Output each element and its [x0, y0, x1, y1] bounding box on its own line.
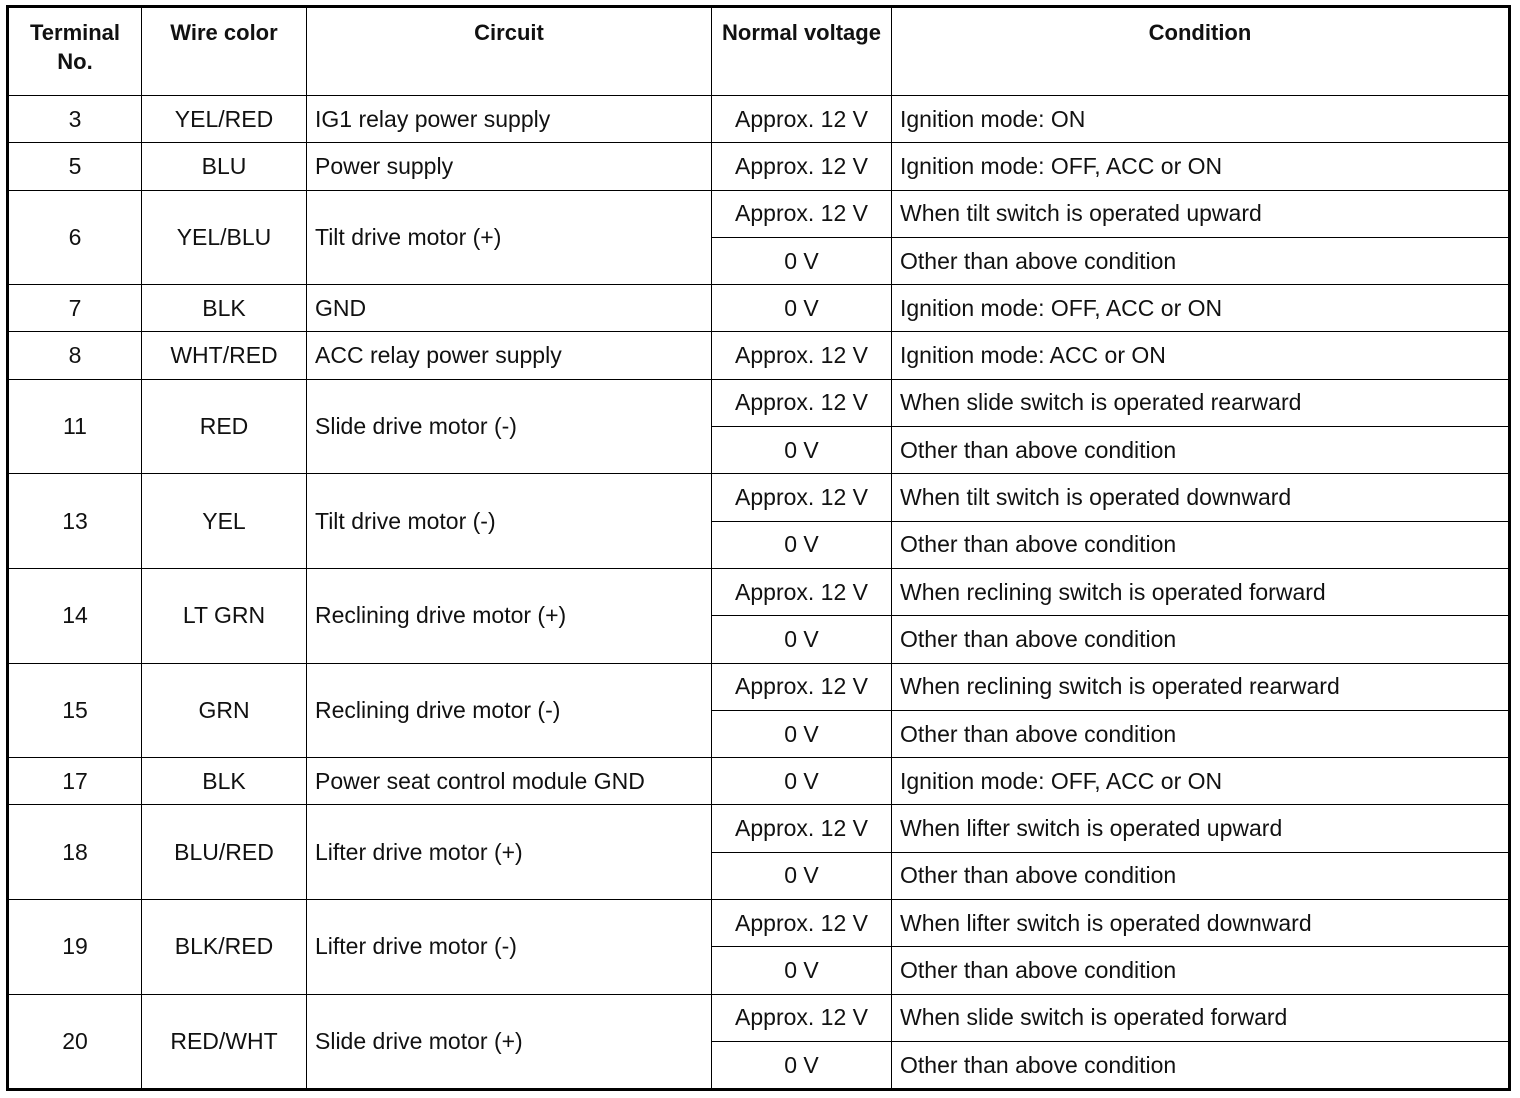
table-row — [8, 190, 1510, 237]
terminal-no-cell: 15 — [8, 663, 142, 758]
condition-cell: When slide switch is operated rearward — [892, 379, 1510, 426]
condition-cell: Other than above condition — [892, 521, 1510, 568]
wire-color-cell: RED/WHT — [142, 994, 307, 1090]
circuit-cell: Lifter drive motor (-) — [307, 900, 712, 995]
circuit-cell: Power seat control module GND — [307, 758, 712, 805]
normal-voltage-cell: 0 V — [712, 616, 892, 663]
condition-cell: When tilt switch is operated downward — [892, 474, 1510, 521]
circuit-cell: IG1 relay power supply — [307, 96, 712, 143]
circuit-cell: Lifter drive motor (+) — [307, 805, 712, 900]
wire-color-cell: BLU/RED — [142, 805, 307, 900]
normal-voltage-cell: 0 V — [712, 427, 892, 474]
condition-cell: Ignition mode: ON — [892, 96, 1510, 143]
header-circuit: Circuit — [307, 7, 712, 96]
normal-voltage-cell: 0 V — [712, 710, 892, 757]
normal-voltage-cell: Approx. 12 V — [712, 994, 892, 1041]
header-wire-color: Wire color — [142, 7, 307, 96]
condition-cell: When tilt switch is operated upward — [892, 190, 1510, 237]
table-row — [8, 758, 1510, 805]
normal-voltage-cell: Approx. 12 V — [712, 900, 892, 947]
condition-cell: When lifter switch is operated upward — [892, 805, 1510, 852]
condition-cell: Ignition mode: OFF, ACC or ON — [892, 143, 1510, 190]
condition-cell: Other than above condition — [892, 852, 1510, 899]
normal-voltage-cell: Approx. 12 V — [712, 379, 892, 426]
condition-cell: Other than above condition — [892, 427, 1510, 474]
terminal-no-cell: 11 — [8, 379, 142, 474]
wire-color-cell: BLK/RED — [142, 900, 307, 995]
header-normal-voltage: Normal voltage — [712, 7, 892, 96]
normal-voltage-cell: Approx. 12 V — [712, 332, 892, 379]
normal-voltage-cell: Approx. 12 V — [712, 805, 892, 852]
table-row — [8, 143, 1510, 190]
terminal-no-cell: 18 — [8, 805, 142, 900]
condition-cell: When slide switch is operated forward — [892, 994, 1510, 1041]
terminal-no-cell: 6 — [8, 190, 142, 285]
table-body — [8, 96, 1510, 1090]
table-row — [8, 663, 1510, 710]
normal-voltage-cell: Approx. 12 V — [712, 96, 892, 143]
circuit-cell: Slide drive motor (+) — [307, 994, 712, 1090]
terminal-no-cell: 17 — [8, 758, 142, 805]
circuit-cell: Reclining drive motor (-) — [307, 663, 712, 758]
terminal-no-cell: 8 — [8, 332, 142, 379]
circuit-cell: Reclining drive motor (+) — [307, 568, 712, 663]
terminal-no-cell: 20 — [8, 994, 142, 1090]
header-row — [8, 7, 1510, 96]
circuit-cell: GND — [307, 285, 712, 332]
table-row — [8, 568, 1510, 615]
terminal-no-cell: 5 — [8, 143, 142, 190]
circuit-cell: Tilt drive motor (-) — [307, 474, 712, 569]
terminal-no-cell: 14 — [8, 568, 142, 663]
condition-cell: Ignition mode: OFF, ACC or ON — [892, 285, 1510, 332]
condition-cell: Other than above condition — [892, 710, 1510, 757]
normal-voltage-cell: Approx. 12 V — [712, 663, 892, 710]
table-row — [8, 994, 1510, 1041]
wire-color-cell: LT GRN — [142, 568, 307, 663]
wire-color-cell: RED — [142, 379, 307, 474]
condition-cell: When reclining switch is operated rearward — [892, 663, 1510, 710]
wire-color-cell: YEL/BLU — [142, 190, 307, 285]
condition-cell: Other than above condition — [892, 237, 1510, 284]
normal-voltage-cell: Approx. 12 V — [712, 143, 892, 190]
normal-voltage-cell: 0 V — [712, 947, 892, 994]
condition-cell: Other than above condition — [892, 1041, 1510, 1089]
condition-cell: When lifter switch is operated downward — [892, 900, 1510, 947]
condition-cell: Other than above condition — [892, 947, 1510, 994]
wire-color-cell: YEL — [142, 474, 307, 569]
normal-voltage-cell: 0 V — [712, 237, 892, 284]
terminal-no-cell: 3 — [8, 96, 142, 143]
terminal-no-cell: 19 — [8, 900, 142, 995]
wire-color-cell: WHT/RED — [142, 332, 307, 379]
header-condition: Condition — [892, 7, 1510, 96]
condition-cell: Other than above condition — [892, 616, 1510, 663]
wire-color-cell: YEL/RED — [142, 96, 307, 143]
normal-voltage-cell: 0 V — [712, 521, 892, 568]
table-row — [8, 96, 1510, 143]
circuit-cell: Slide drive motor (-) — [307, 379, 712, 474]
normal-voltage-cell: Approx. 12 V — [712, 474, 892, 521]
condition-cell: Ignition mode: OFF, ACC or ON — [892, 758, 1510, 805]
normal-voltage-cell: 0 V — [712, 852, 892, 899]
circuit-cell: Power supply — [307, 143, 712, 190]
wire-color-cell: BLK — [142, 285, 307, 332]
table-row — [8, 900, 1510, 947]
normal-voltage-cell: 0 V — [712, 1041, 892, 1089]
table-row — [8, 379, 1510, 426]
condition-cell: When reclining switch is operated forward — [892, 568, 1510, 615]
wire-color-cell: BLK — [142, 758, 307, 805]
circuit-cell: Tilt drive motor (+) — [307, 190, 712, 285]
table-row — [8, 474, 1510, 521]
normal-voltage-cell: 0 V — [712, 285, 892, 332]
wire-color-cell: GRN — [142, 663, 307, 758]
normal-voltage-cell: Approx. 12 V — [712, 568, 892, 615]
header-terminal-no: Terminal No. — [8, 7, 142, 96]
circuit-cell: ACC relay power supply — [307, 332, 712, 379]
table-row — [8, 805, 1510, 852]
terminal-spec-table — [6, 5, 1511, 1091]
normal-voltage-cell: 0 V — [712, 758, 892, 805]
wire-color-cell: BLU — [142, 143, 307, 190]
normal-voltage-cell: Approx. 12 V — [712, 190, 892, 237]
terminal-no-cell: 7 — [8, 285, 142, 332]
terminal-no-cell: 13 — [8, 474, 142, 569]
table-row — [8, 332, 1510, 379]
condition-cell: Ignition mode: ACC or ON — [892, 332, 1510, 379]
table-row — [8, 285, 1510, 332]
